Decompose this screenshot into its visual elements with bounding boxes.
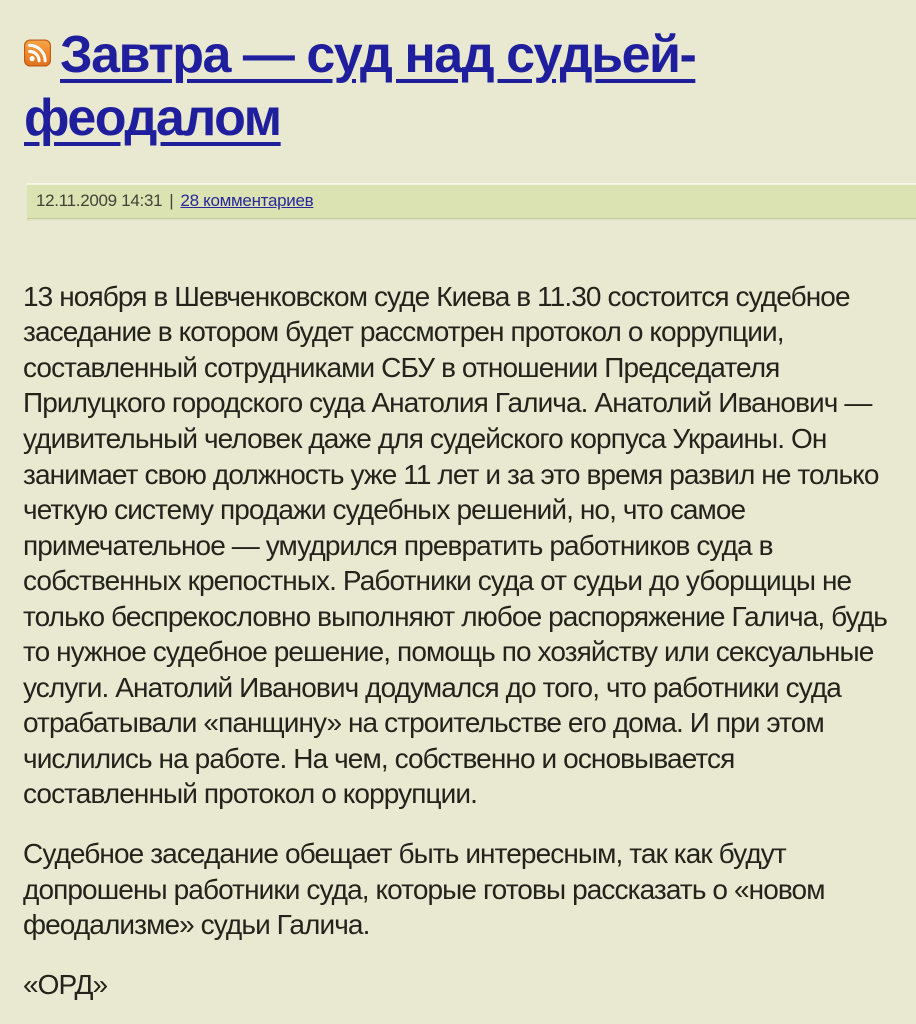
article-header xyxy=(0,0,916,150)
comments-link[interactable]: 28 комментариев xyxy=(180,190,314,210)
article-paragraph-1: 13 ноября в Шевченковском суде Киева в 11.30 состоится судебное заседание в котором будет рассмотрен протокол о коррупции, составленный сотрудниками СБУ в отношении Председателя Прилуцкого городского суда Анатолия Галича. Анатолий Иванович — удивительный человек даже для судейского корпуса Украины. Он занимает свою должность уже 11 лет и за это время развил не только четкую систему продажи судебных решений, но, что самое примечательное — умудрился превратить работников суда в собственных крепостных. Работники суда от судьи до уборщицы не только беспрекословно выполняют любое распоряжение Галича, будь то нужное судебное решение, помощь по хозяйству или сексуальные услуги. Анатолий Иванович додумался до того, что работники суда отрабатывали «панщину» на строительстве его дома. И при этом числились на работе. На чем, собственно и основывается составленный протокол о коррупции. xyxy=(23,280,887,810)
meta-separator: | xyxy=(169,190,174,210)
article-body xyxy=(0,219,916,1002)
rss-icon[interactable] xyxy=(24,39,51,67)
publish-date: 12.11.2009 14:31 xyxy=(36,190,163,210)
article-meta-bar xyxy=(27,184,916,219)
article-title xyxy=(24,24,894,150)
article-paragraph-2: Судебное заседание обещает быть интересным, так как будут допрошены работники суда, которые готовы рассказать о «новом феодализме» судьи Галича. xyxy=(23,838,825,941)
article-signature: «ОРД» xyxy=(23,968,108,1000)
article-title-link[interactable]: Завтра — суд над судьей-феодалом xyxy=(24,26,696,147)
